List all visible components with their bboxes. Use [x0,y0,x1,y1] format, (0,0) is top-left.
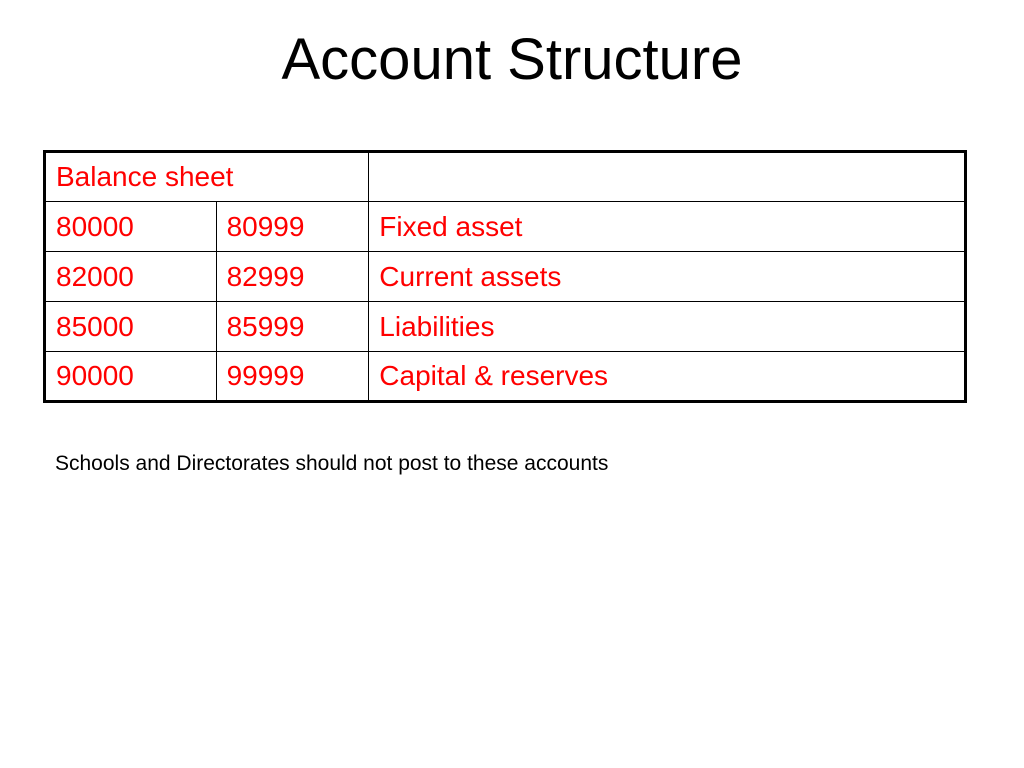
description-cell: Fixed asset [369,202,966,252]
description-cell: Current assets [369,252,966,302]
range-start-cell: 85000 [45,302,217,352]
range-end-cell: 85999 [216,302,369,352]
table-header-row [45,152,966,202]
table-row [45,252,966,302]
table-row [45,352,966,402]
description-cell: Capital & reserves [369,352,966,402]
range-start-cell: 80000 [45,202,217,252]
table-header-cell: Balance sheet [45,152,369,202]
range-end-cell: 99999 [216,352,369,402]
range-end-cell: 82999 [216,252,369,302]
range-end-cell: 80999 [216,202,369,252]
table-header-empty-cell [369,152,966,202]
account-structure-table [43,150,967,403]
range-start-cell: 82000 [45,252,217,302]
range-start-cell: 90000 [45,352,217,402]
footnote: Schools and Directorates should not post to these accounts [55,452,609,475]
table-row [45,302,966,352]
description-cell: Liabilities [369,302,966,352]
slide-title: Account Structure [281,27,743,92]
table-row [45,202,966,252]
